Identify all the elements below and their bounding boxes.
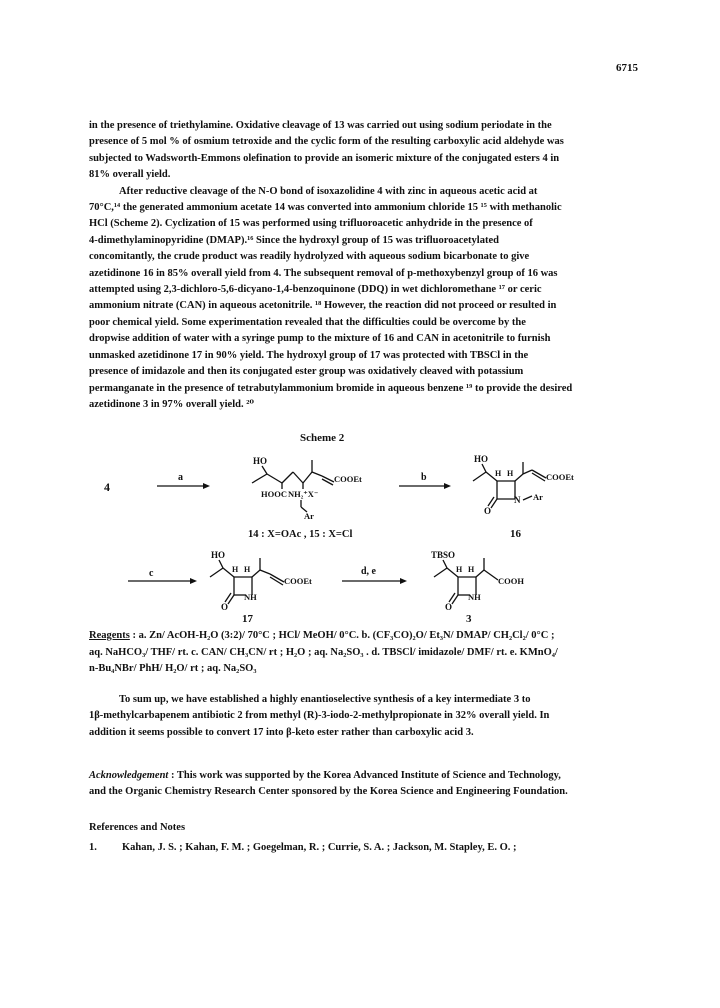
- text-line: and the Organic Chemistry Research Center sponsored by the Korea Science and Engineering Foundation.: [89, 786, 568, 798]
- text-line: unmasked azetidinone 17 in 90% yield. The hydroxyl group of 17 was protected with TBSCl in the: [89, 349, 529, 361]
- atom-nh: NH: [468, 592, 481, 602]
- scheme-title: Scheme 2: [300, 432, 345, 444]
- text-line: 1β-methylcarbapenem antibiotic 2 from methyl (R)-3-iodo-2-methylpropionate in 32% overall yield. In: [89, 710, 550, 722]
- reagents-line: n-Bu₄NBr/ PhH/ H₂O/ rt ; aq. Na₂SO₃: [89, 663, 257, 674]
- text-line: concomitantly, the crude product was readily hydrolyzed with aqueous sodium bicarbonate to give: [89, 251, 530, 263]
- acknowledgement-label: Acknowledgement: [89, 770, 169, 781]
- atom-h: H: [232, 565, 239, 574]
- atom-h: H: [468, 565, 475, 574]
- summary-paragraph: [89, 692, 633, 741]
- text-line: : This work was supported by the Korea Advanced Institute of Science and Technology,: [168, 770, 561, 781]
- atom-h: H: [244, 565, 251, 574]
- text-line: addition it seems possible to convert 17 into β-keto ester rather than carboxylic acid 3.: [89, 726, 474, 738]
- atom-n: N: [514, 495, 521, 505]
- acknowledgement-paragraph: [89, 768, 633, 801]
- compound-3-label: 3: [466, 613, 472, 625]
- atom-cooet: COOEt: [284, 576, 312, 586]
- atom-ho: HO: [253, 456, 268, 466]
- reaction-scheme: [0, 440, 720, 630]
- text-line: in the presence of triethylamine. Oxidative cleavage of 13 was carried out using sodium periodate in the: [89, 120, 552, 131]
- text-line: 4-dimethylaminopyridine (DMAP).¹⁶ Since the hydroxyl group of 15 was trifluoroacetylated: [89, 234, 499, 246]
- atom-h: H: [507, 469, 514, 478]
- text-line: 70°C,¹⁴ the generated ammonium acetate 14 was converted into ammonium chloride 15 ¹⁵ with methanolic: [89, 202, 562, 214]
- text-line: HCl (Scheme 2). Cyclization of 15 was performed using trifluoroacetic anhydride in the presence of: [89, 218, 533, 230]
- page-number: 6715: [616, 62, 638, 74]
- reference-number: 1.: [89, 842, 97, 853]
- text-line: poor chemical yield. Some experimentation revealed that the difficulties could be overcome by the: [89, 316, 526, 328]
- atom-cooet: COOEt: [334, 474, 362, 484]
- reagents-heading: Reagents: [89, 630, 130, 641]
- text-line: After reductive cleavage of the N-O bond of isoxazolidine 4 with zinc in aqueous acetic acid at: [119, 185, 538, 197]
- text-line: presence of imidazole and then its conjugated ester group was oxidatively cleaved with potassium: [89, 366, 524, 378]
- reagents-line: : a. Zn/ AcOH-H₂O (3:2)/ 70°C ; HCl/ MeOH/ 0°C. b. (CF₃CO)₂O/ Et₃N/ DMAP/ CH₂Cl₂/ 0°C ;: [129, 630, 555, 641]
- atom-h: H: [456, 565, 463, 574]
- atom-ar: Ar: [304, 511, 314, 521]
- atom-o: O: [221, 602, 229, 612]
- text-line: ammonium nitrate (CAN) in aqueous acetonitrile. ¹⁸ However, the reaction did not proceed or resulted in: [89, 300, 557, 312]
- references-heading: References and Notes: [89, 822, 186, 833]
- atom-cooet: COOEt: [546, 472, 574, 482]
- reference-item: [89, 842, 517, 853]
- atom-cooh: COOH: [498, 576, 524, 586]
- text-line: 81% overall yield.: [89, 169, 171, 181]
- text-line: azetidinone 3 in 97% overall yield. ²⁰: [89, 398, 254, 410]
- reference-text: Kahan, J. S. ; Kahan, F. M. ; Goegelman, R. ; Currie, S. A. ; Jackson, M. Stapley, E. O. ;: [122, 842, 517, 853]
- body-text: [89, 118, 633, 413]
- compound-16-label: 16: [510, 528, 521, 540]
- compound-17-label: 17: [242, 613, 253, 625]
- atom-nh: NH: [244, 592, 257, 602]
- text-line: attempted using 2,3-dichloro-5,6-dicyano-1,4-benzoquinone (DDQ) in wet dichloromethane ¹⁷ or ceric: [89, 284, 542, 296]
- text-line: presence of 5 mol % of osmium tetroxide and the cyclic form of the resulting carboxylic acid aldehyde was: [89, 136, 564, 148]
- text-line: To sum up, we have established a highly enantioselective synthesis of a key intermediate 3 to: [119, 694, 531, 705]
- atom-tbso: TBSO: [431, 550, 456, 560]
- text-line: azetidinone 16 in 85% overall yield from 4. The subsequent removal of p-methoxybenzyl group of 16 was: [89, 267, 558, 279]
- step-de-label: d, e: [361, 566, 376, 577]
- reagents-line: aq. NaHCO₃/ THF/ rt. c. CAN/ CH₃CN/ rt ; H₂O ; aq. Na₂SO₃ . d. TBSCl/ imidazole/ DMF/ rt. e. KMnO₄/: [89, 646, 558, 658]
- compound-4-label: 4: [104, 480, 110, 494]
- atom-ho: HO: [211, 550, 226, 560]
- atom-o: O: [484, 506, 492, 516]
- atom-o: O: [445, 602, 453, 612]
- text-line: permanganate in the presence of tetrabutylammonium bromide in aqueous benzene ¹⁹ to provide the desired: [89, 382, 573, 394]
- text-line: dropwise addition of water with a syringe pump to the mixture of 16 and CAN in acetonitrile to furnish: [89, 333, 551, 345]
- atom-ar: Ar: [533, 492, 543, 502]
- atom-h: H: [495, 469, 502, 478]
- text-line: subjected to Wadsworth-Emmons olefination to provide an isomeric mixture of the conjugated esters 4 in: [89, 152, 560, 164]
- atom-hooc: HOOC: [261, 489, 287, 499]
- compound-14-15-caption: 14 : X=OAc , 15 : X=Cl: [248, 529, 353, 540]
- reagents-block: [89, 628, 649, 678]
- step-c-label: c: [149, 568, 154, 579]
- step-a-label: a: [178, 472, 183, 483]
- atom-nh2x: NH₂⁺X⁻: [288, 489, 319, 499]
- atom-ho: HO: [474, 454, 489, 464]
- step-b-label: b: [421, 472, 427, 483]
